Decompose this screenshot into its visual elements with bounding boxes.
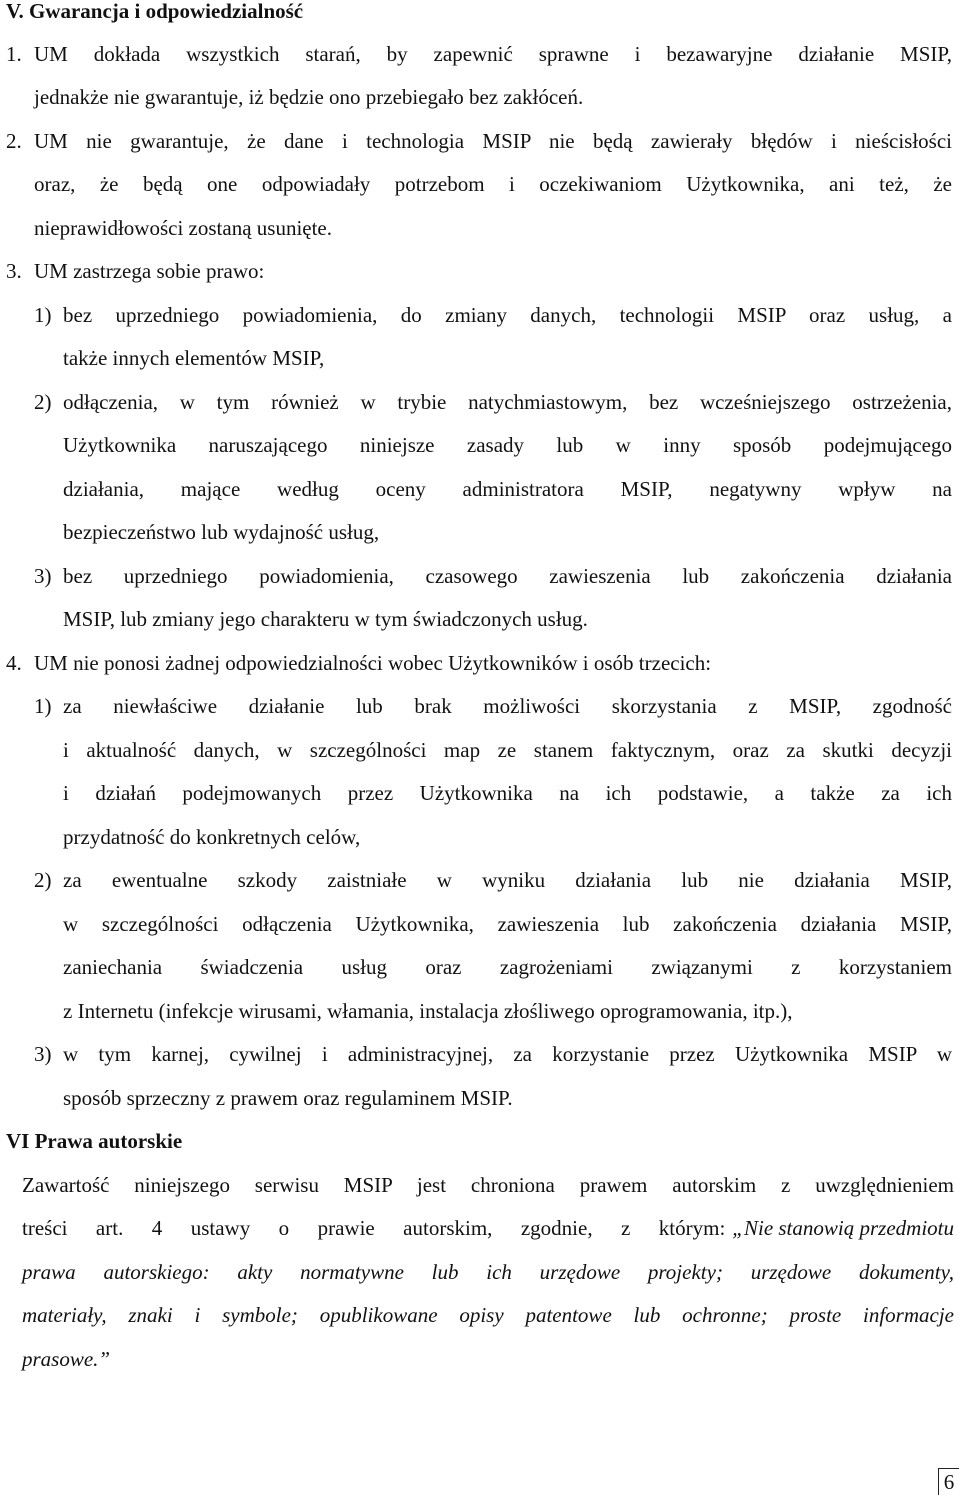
item-4-intro: UM nie ponosi żadnej odpowiedzialności wobec Użytkowników i osób trzecich: (34, 651, 712, 675)
section-heading-copyright: VI Prawa autorskie (6, 1129, 183, 1153)
item-4-sub-2-line-3: zaniechania świadczenia usług oraz zagrożeniami związanymi z korzystaniem (63, 955, 952, 979)
item-4-sub-3-line-2: sposób sprzeczny z prawem oraz regulaminem MSIP. (63, 1086, 513, 1110)
item-2-line-1: UM nie gwarantuje, że dane i technologia MSIP nie będą zawierały błędów i nieścisłości (34, 129, 952, 153)
item-4-sub-1-line-1: za niewłaściwe działanie lub brak możliwości skorzystania z MSIP, zgodność (63, 694, 952, 718)
copyright-line-4: materiały, znaki i symbole; opublikowane opisy patentowe lub ochronne; proste informacje (22, 1303, 954, 1327)
item-4-sub-2-line-4: z Internetu (infekcje wirusami, włamania, instalacja złośliwego oprogramowania, itp.), (63, 999, 793, 1023)
copyright-line-2-quote-start: „Nie stanowią przedmiotu (732, 1216, 954, 1240)
item-4-sub-1-line-4: przydatność do konkretnych celów, (63, 825, 361, 849)
item-4-sub-1-line-2: i aktualność danych, w szczególności map ze stanem faktycznym, oraz za skutki decyzji (63, 738, 952, 762)
item-2-number: 2. (6, 129, 22, 153)
item-4-sub-2-line-2: w szczególności odłączenia Użytkownika, zawieszenia lub zakończenia działania MSIP, (63, 912, 952, 936)
item-4-number: 4. (6, 651, 22, 675)
item-2-line-3: nieprawidłowości zostaną usunięte. (34, 216, 332, 240)
copyright-line-3: prawa autorskiego: akty normatywne lub ich urzędowe projekty; urzędowe dokumenty, (22, 1260, 954, 1284)
item-4-sub-3-number: 3) (34, 1042, 52, 1066)
item-3-intro: UM zastrzega sobie prawo: (34, 259, 265, 283)
item-4-sub-3-line-1: w tym karnej, cywilnej i administracyjnej, za korzystanie przez Użytkownika MSIP w (63, 1042, 952, 1066)
item-3-sub-2-line-4: bezpieczeństwo lub wydajność usług, (63, 520, 380, 544)
section-heading-guarantee: V. Gwarancja i odpowiedzialność (6, 0, 304, 23)
copyright-line-2 (22, 1215, 954, 1241)
item-3-sub-1-line-1: bez uprzedniego powiadomienia, do zmiany danych, technologii MSIP oraz usług, a (63, 303, 952, 327)
item-3-number: 3. (6, 259, 22, 283)
item-3-sub-2-number: 2) (34, 390, 52, 414)
item-4-sub-2-line-1: za ewentualne szkody zaistniałe w wyniku działania lub nie działania MSIP, (63, 868, 952, 892)
item-1-number: 1. (6, 42, 22, 66)
copyright-line-1: Zawartość niniejszego serwisu MSIP jest chroniona prawem autorskim z uwzględnieniem (22, 1173, 954, 1197)
page-number: 6 (938, 1468, 959, 1495)
item-2-line-2: oraz, że będą one odpowiadały potrzebom i oczekiwaniom Użytkownika, ani też, że (34, 172, 952, 196)
copyright-line-5: prasowe.” (22, 1347, 111, 1371)
item-1-line-2: jednakże nie gwarantuje, iż będzie ono przebiegało bez zakłóceń. (34, 85, 584, 109)
item-3-sub-1-number: 1) (34, 303, 52, 327)
item-3-sub-3-number: 3) (34, 564, 52, 588)
item-4-sub-1-line-3: i działań podejmowanych przez Użytkownika na ich podstawie, a także za ich (63, 781, 952, 805)
copyright-line-2-plain: treści art. 4 ustawy o prawie autorskim, zgodnie, z którym: (22, 1216, 726, 1240)
item-3-sub-2-line-1: odłączenia, w tym również w trybie natychmiastowym, bez wcześniejszego ostrzeżenia, (63, 390, 952, 414)
item-1-line-1: UM dokłada wszystkich starań, by zapewnić sprawne i bezawaryjne działanie MSIP, (34, 42, 952, 66)
item-4-sub-1-number: 1) (34, 694, 52, 718)
item-3-sub-2-line-3: działania, mające według oceny administratora MSIP, negatywny wpływ na (63, 477, 952, 501)
item-3-sub-3-line-2: MSIP, lub zmiany jego charakteru w tym świadczonych usług. (63, 607, 588, 631)
item-3-sub-2-line-2: Użytkownika naruszającego niniejsze zasady lub w inny sposób podejmującego (63, 433, 952, 457)
item-3-sub-3-line-1: bez uprzedniego powiadomienia, czasowego zawieszenia lub zakończenia działania (63, 564, 952, 588)
item-4-sub-2-number: 2) (34, 868, 52, 892)
item-3-sub-1-line-2: także innych elementów MSIP, (63, 346, 325, 370)
